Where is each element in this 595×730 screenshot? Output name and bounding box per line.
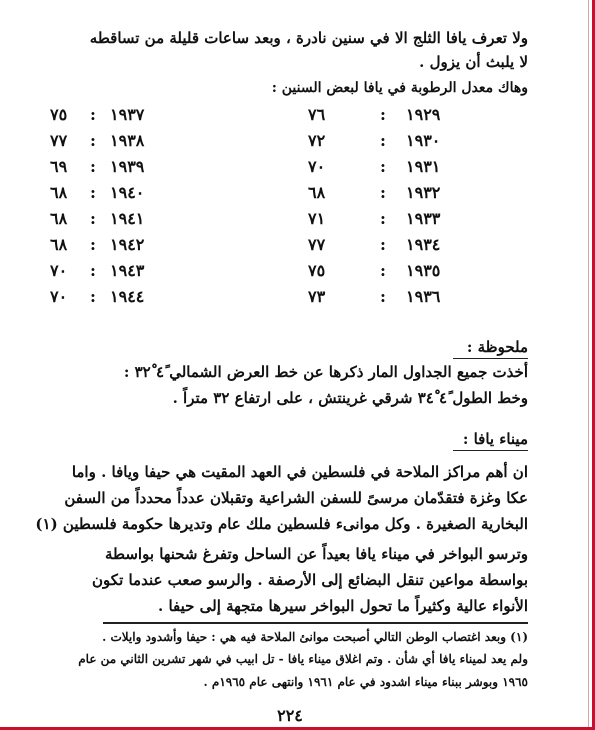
separator-cell: : xyxy=(380,287,386,306)
humidity-value-cell: ٧٦ xyxy=(308,105,326,124)
year-cell: ١٩٢٩ xyxy=(406,105,441,124)
humidity-table-row xyxy=(50,287,520,309)
separator-cell: : xyxy=(380,235,386,254)
window-frame-inner-line xyxy=(588,0,589,730)
separator-cell: : xyxy=(380,105,386,124)
humidity-value-cell: ٦٨ xyxy=(50,209,68,228)
humidity-value-cell: ٦٨ xyxy=(308,183,326,202)
separator-cell: : xyxy=(380,209,386,228)
humidity-value-cell: ٦٩ xyxy=(50,157,68,176)
year-cell: ١٩٤٤ xyxy=(110,287,145,306)
note-line-1: أخذت جميع الجداول المار ذكرها عن خط العرض الشمالي ٤ً ٣٢ْ : xyxy=(123,363,528,381)
note-heading: ملحوظة : xyxy=(466,338,528,356)
humidity-value-cell: ٧٣ xyxy=(308,287,326,306)
port-heading-underline xyxy=(453,450,528,451)
humidity-table-row xyxy=(50,235,520,257)
separator-cell: : xyxy=(90,235,96,254)
year-cell: ١٩٤١ xyxy=(110,209,145,228)
year-cell: ١٩٣١ xyxy=(406,157,441,176)
separator-cell: : xyxy=(380,183,386,202)
footnote-line-2: ولم يعد لميناء يافا أي شأن . وتم اغلاق ميناء يافا - تل ابيب في شهر تشرين الثاني من عام xyxy=(78,652,528,666)
humidity-value-cell: ٧٧ xyxy=(308,235,326,254)
humidity-table-row xyxy=(50,131,520,153)
humidity-value-cell: ٧٥ xyxy=(308,261,326,280)
year-cell: ١٩٣٣ xyxy=(406,209,441,228)
humidity-value-cell: ٧١ xyxy=(308,209,326,228)
footnote-separator xyxy=(103,622,528,624)
note-line-2: وخط الطول ٤ً ٣٤ْ شرقي غرينتش ، على ارتفاع ٣٢ متراً . xyxy=(172,389,528,407)
humidity-table-row xyxy=(50,105,520,127)
year-cell: ١٩٣٩ xyxy=(110,157,145,176)
separator-cell: : xyxy=(90,261,96,280)
humidity-value-cell: ٧٠ xyxy=(50,261,68,280)
humidity-table-row xyxy=(50,183,520,205)
separator-cell: : xyxy=(90,209,96,228)
intro-line-2: لا يلبث أن يزول . xyxy=(419,53,528,71)
footnote-line-1: (١) وبعد اغتصاب الوطن التالي أصبحت موانئ الملاحة فيه هي : حيفا وأشدود وايلات . xyxy=(102,630,528,644)
humidity-value-cell: ٦٨ xyxy=(50,235,68,254)
port-line-1: ان أهم مراكز الملاحة في فلسطين في العهد المقيت هي حيفا ويافا . واما xyxy=(71,463,528,481)
separator-cell: : xyxy=(380,131,386,150)
year-cell: ١٩٤٠ xyxy=(110,183,145,202)
humidity-table-row xyxy=(50,261,520,283)
port-heading: ميناء يافا : xyxy=(462,430,528,448)
year-cell: ١٩٣٠ xyxy=(406,131,441,150)
note-heading-underline xyxy=(453,358,528,359)
separator-cell: : xyxy=(90,131,96,150)
port-line-4: وترسو البواخر في ميناء يافا بعيداً عن الساحل وتفرغ شحنها بواسطة xyxy=(104,545,528,563)
year-cell: ١٩٣٥ xyxy=(406,261,441,280)
separator-cell: : xyxy=(380,261,386,280)
intro-line-1: ولا تعرف يافا الثلج الا في سنين نادرة ، وبعد ساعات قليلة من تساقطه xyxy=(89,29,528,47)
port-line-5: بواسطة مواعين تنقل البضائع إلى الأرصفة . والرسو صعب عندما تكون xyxy=(92,571,528,589)
humidity-table-row xyxy=(50,209,520,231)
separator-cell: : xyxy=(380,157,386,176)
year-cell: ١٩٣٦ xyxy=(406,287,441,306)
humidity-table-row xyxy=(50,157,520,179)
year-cell: ١٩٤٢ xyxy=(110,235,145,254)
separator-cell: : xyxy=(90,287,96,306)
humidity-value-cell: ٦٨ xyxy=(50,183,68,202)
humidity-value-cell: ٧٠ xyxy=(50,287,68,306)
humidity-value-cell: ٧٥ xyxy=(50,105,68,124)
separator-cell: : xyxy=(90,157,96,176)
year-cell: ١٩٣٤ xyxy=(406,235,441,254)
year-cell: ١٩٣٢ xyxy=(406,183,441,202)
humidity-value-cell: ٧٢ xyxy=(308,131,326,150)
page-number: ٢٢٤ xyxy=(277,706,303,725)
port-line-6: الأنواء عالية وكثيراً ما تحول البواخر سيرها متجهة إلى حيفا . xyxy=(158,597,528,615)
humidity-value-cell: ٧٠ xyxy=(308,157,326,176)
intro-line-3: وهاك معدل الرطوبة في يافا لبعض السنين : xyxy=(271,80,528,96)
year-cell: ١٩٣٨ xyxy=(110,131,145,150)
port-line-2: عكا وغزة فتقدّمان مرسىً للسفن الشراعية وتقبلان عدداً محدداً من السفن xyxy=(64,489,528,507)
footnote-line-3: ١٩٦٥ وبوشر ببناء ميناء اشدود في عام ١٩٦١ وانتهى عام ١٩٦٥م . xyxy=(203,675,528,689)
year-cell: ١٩٤٣ xyxy=(110,261,145,280)
port-line-3: البخارية الصغيرة . وكل موانىء فلسطين ملك عام وتديرها حكومة فلسطين (١) xyxy=(35,515,528,533)
separator-cell: : xyxy=(90,105,96,124)
separator-cell: : xyxy=(90,183,96,202)
humidity-value-cell: ٧٧ xyxy=(50,131,68,150)
year-cell: ١٩٣٧ xyxy=(110,105,145,124)
